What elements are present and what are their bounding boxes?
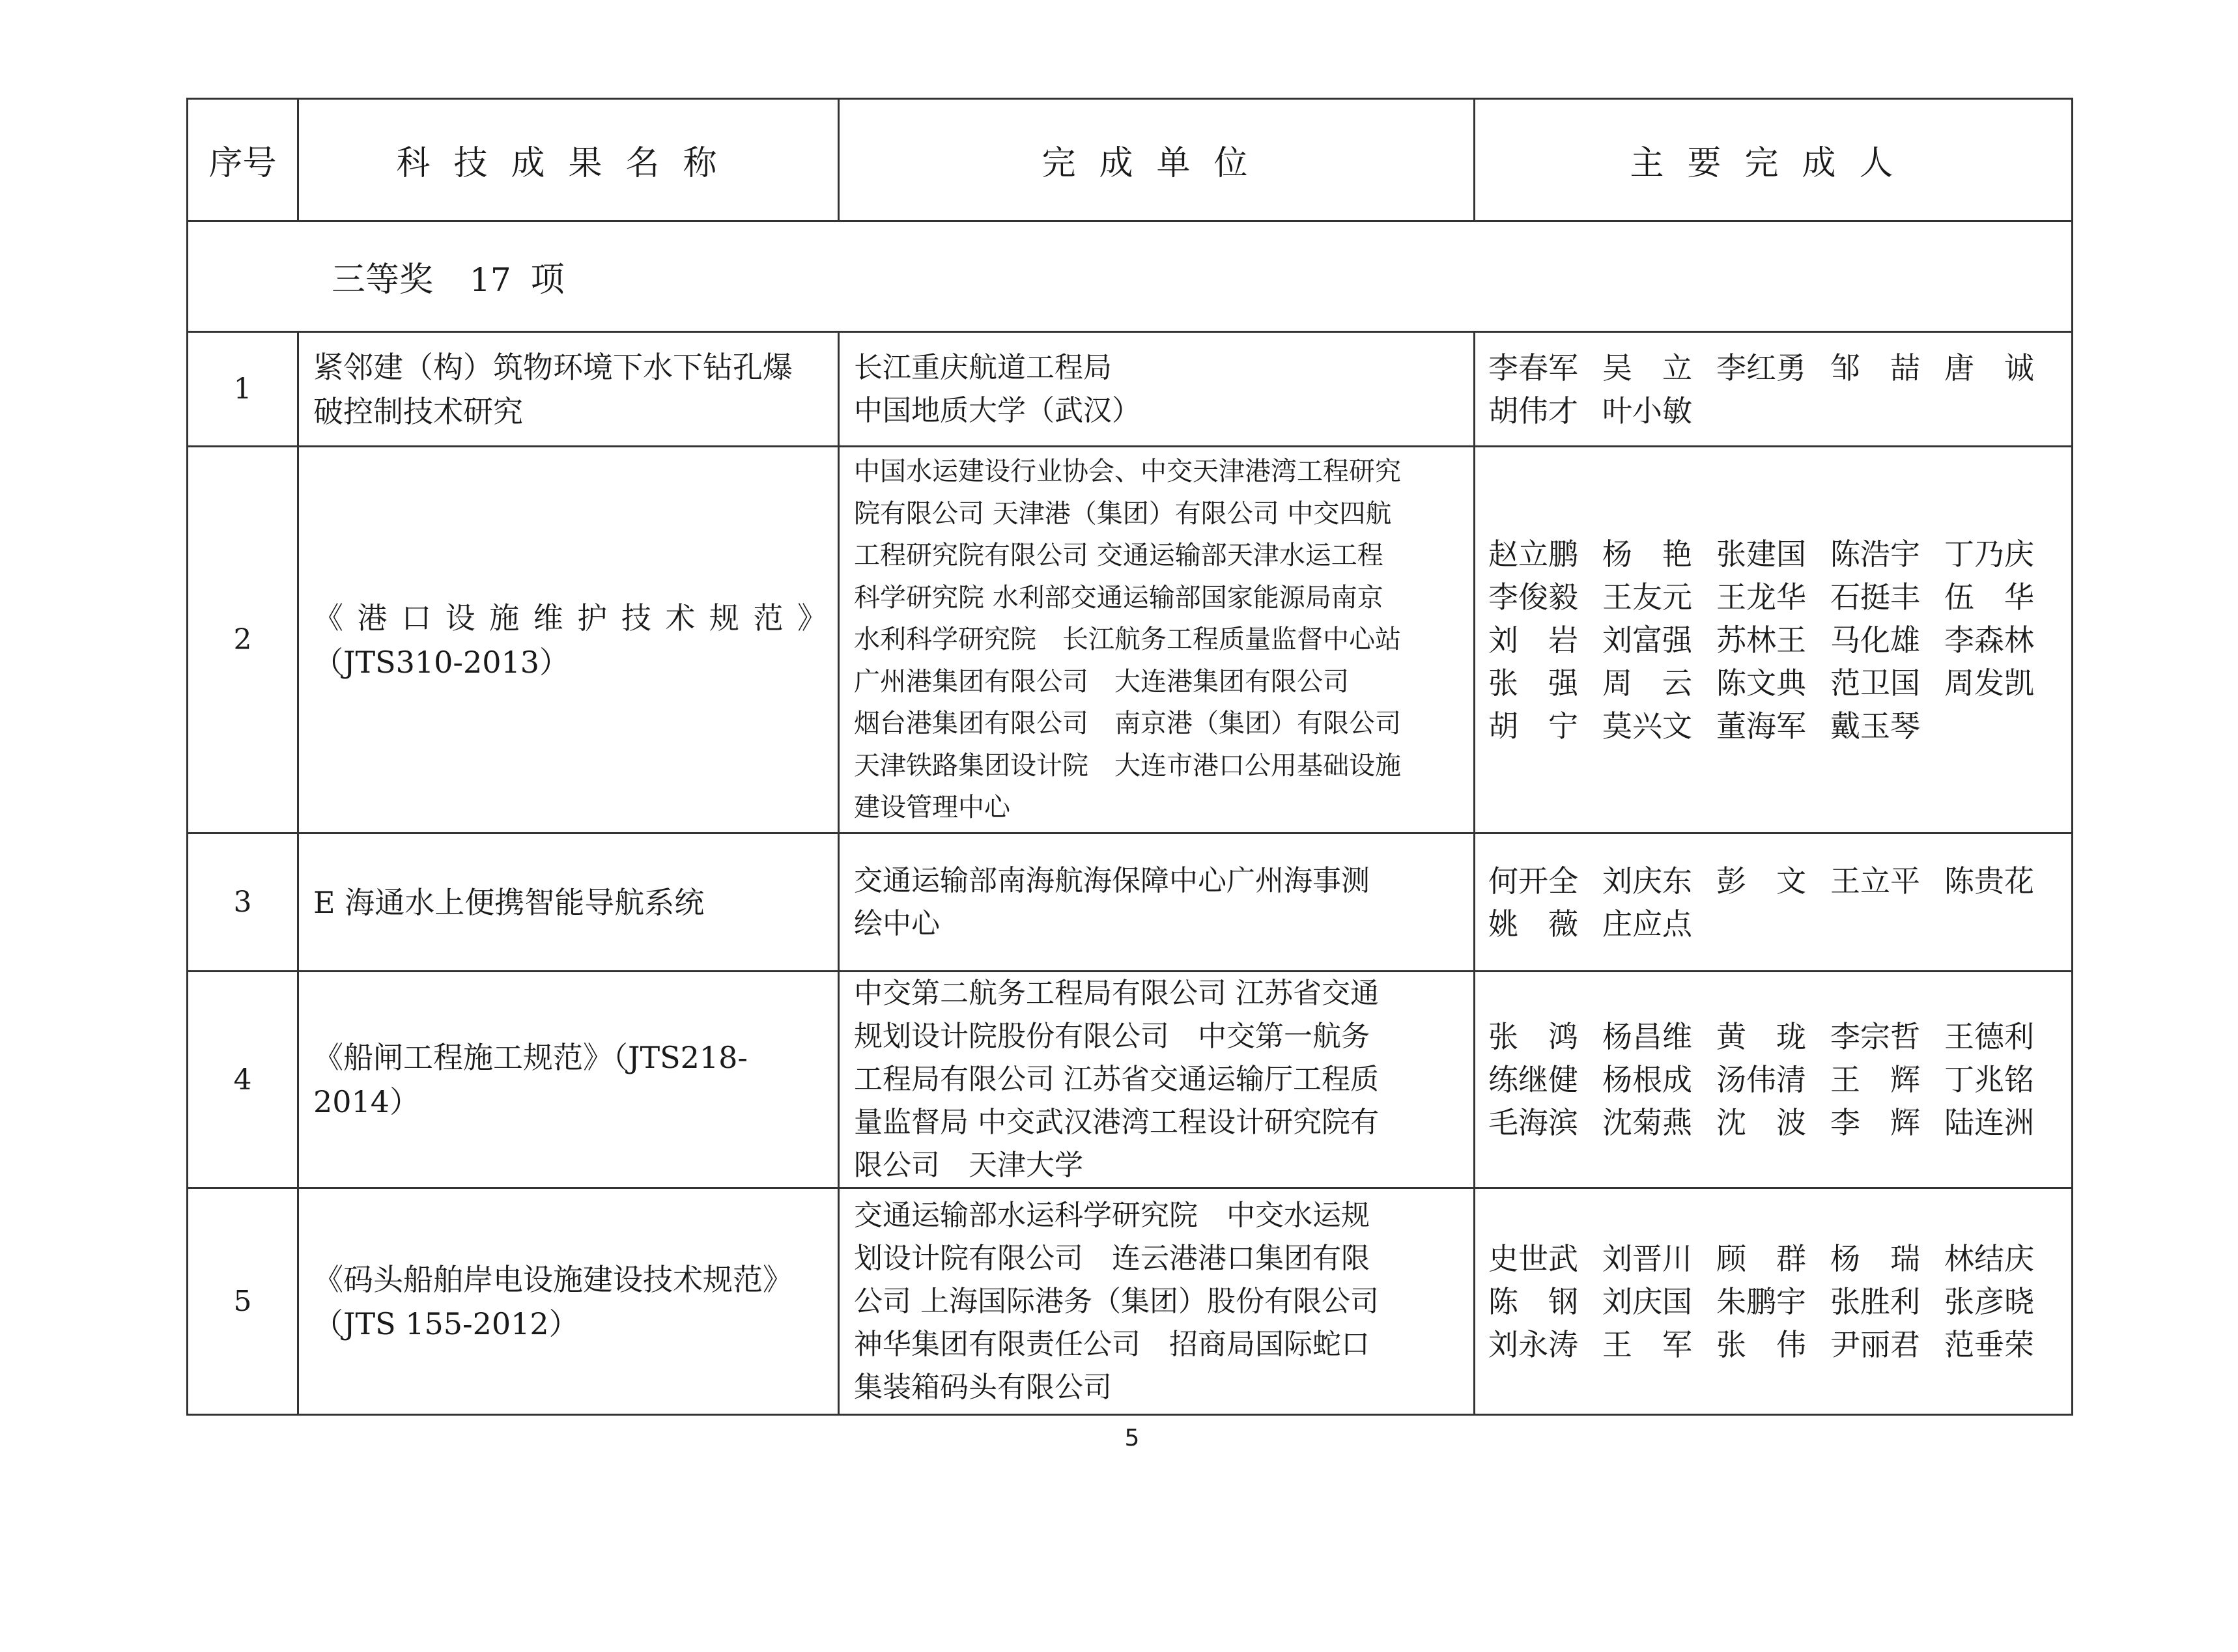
contributor-name: 张彦晓 [1944,1283,2034,1319]
unit-line: 量监督局 中交武汉港湾工程设计研究院有 [854,1106,1379,1139]
table-row [188,332,2073,447]
unit-line: 绘中心 [854,906,940,940]
contributor-name: 顾 群 [1716,1240,1806,1276]
achievement-name-line: 紧邻建（构）筑物环境下水下钻孔爆 [313,349,793,385]
achievement-name [298,833,839,972]
contributor-name: 丁乃庆 [1944,536,2034,572]
unit-line: 天津铁路集团设计院 大连市港口公用基础设施 [854,750,1401,781]
unit-line: 交通运输部南海航海保障中心广州海事测 [854,863,1370,897]
section-label: 三等奖 [332,260,434,300]
contributor-name: 王 辉 [1830,1062,1920,1097]
contributor-name: 毛海滨 [1488,1105,1578,1140]
row-index: 4 [188,972,298,1188]
contributor-name: 张 鸿 [1488,1019,1578,1054]
row-index: 1 [188,332,298,447]
unit-line: 工程局有限公司 江苏省交通运输厅工程质 [854,1063,1379,1096]
contributor-name: 刘晋川 [1602,1240,1692,1276]
unit-line: 院有限公司 天津港（集团）有限公司 中交四航 [854,498,1392,529]
achievement-name-line: 《船闸工程施工规范》（JTS218-2014） [313,1040,748,1119]
contributor-name: 刘庆东 [1602,863,1692,899]
award-table [186,98,2073,1416]
contributor-list [1488,346,2057,432]
achievement-name-line: E 海通水上便携智能导航系统 [313,884,705,920]
contributor-list [1488,1015,2057,1144]
contributor-name: 刘富强 [1602,622,1692,658]
contributor-name: 伍 华 [1944,579,2034,615]
main-contributors [1475,332,2073,447]
contributor-name: 唐 诚 [1944,350,2034,385]
achievement-name-line: 《港口设施维护技术规范》 [313,600,827,636]
contributor-name: 王龙华 [1716,579,1806,615]
contributor-name: 李春军 [1488,350,1578,385]
main-contributors [1475,833,2073,972]
unit-line: 神华集团有限责任公司 招商局国际蛇口 [854,1327,1370,1361]
section-unit: 项 [530,260,565,300]
achievement-name-line: 破控制技术研究 [313,393,523,429]
contributor-name: 练继健 [1488,1062,1578,1097]
completing-units [839,1188,1475,1415]
section-count: 17 [470,261,511,299]
contributor-name: 吴 立 [1602,350,1692,385]
contributor-name: 杨根成 [1602,1062,1692,1097]
contributor-name: 刘 岩 [1488,622,1578,658]
contributor-name: 汤伟清 [1716,1062,1806,1097]
header-name: 科技成果名称 [298,99,839,221]
contributor-name: 彭 文 [1716,863,1806,899]
completing-units [839,447,1475,833]
achievement-name [298,332,839,447]
table-row [188,833,2073,972]
contributor-name: 张 强 [1488,665,1578,701]
contributor-name: 杨昌维 [1602,1019,1692,1054]
contributor-name: 石挺丰 [1830,579,1920,615]
header-unit: 完成单位 [839,99,1475,221]
contributor-name: 庄应点 [1602,906,1692,942]
header-people: 主要完成人 [1475,99,2073,221]
contributor-name: 李森林 [1944,622,2034,658]
row-index: 2 [188,447,298,833]
contributor-name: 史世武 [1488,1240,1578,1276]
unit-line: 工程研究院有限公司 交通运输部天津水运工程 [854,540,1383,571]
contributor-name: 沈 波 [1716,1105,1806,1140]
contributor-name: 戴玉琴 [1830,708,1920,744]
contributor-name: 邹 喆 [1830,350,1920,385]
contributor-name: 莫兴文 [1602,708,1692,744]
unit-line: 长江重庆航道工程局 [854,350,1112,384]
contributor-name: 杨 艳 [1602,536,1692,572]
achievement-name [298,972,839,1188]
table-row [188,1188,2073,1415]
contributor-name: 丁兆铭 [1944,1062,2034,1097]
unit-line: 限公司 天津大学 [854,1149,1083,1182]
unit-line: 中国地质大学（武汉） [854,393,1140,427]
contributor-name: 陈文典 [1716,665,1806,701]
unit-line: 交通运输部水运科学研究院 中交水运规 [854,1198,1370,1232]
contributor-name: 林结庆 [1944,1240,2034,1276]
table-row [188,972,2073,1188]
unit-line: 中国水运建设行业协会、中交天津港湾工程研究 [854,456,1401,487]
contributor-name: 马化雄 [1830,622,1920,658]
contributor-name: 范卫国 [1830,665,1920,701]
contributor-name: 李红勇 [1716,350,1806,385]
main-contributors [1475,1188,2073,1415]
contributor-name: 黄 珑 [1716,1019,1806,1054]
contributor-name: 苏林王 [1716,622,1806,658]
contributor-name: 陈贵花 [1944,863,2034,899]
completing-units [839,332,1475,447]
contributor-name: 董海军 [1716,708,1806,744]
contributor-name: 胡 宁 [1488,708,1578,744]
achievement-name-line: （JTS310-2013） [313,644,570,680]
contributor-name: 胡伟才 [1488,393,1578,428]
contributor-name: 赵立鹏 [1488,536,1578,572]
contributor-name: 尹丽君 [1830,1326,1920,1362]
table-row [188,447,2073,833]
contributor-name: 朱鹏宇 [1716,1283,1806,1319]
unit-line: 水利科学研究院 长江航务工程质量监督中心站 [854,624,1401,655]
unit-line: 科学研究院 水利部交通运输部国家能源局南京 [854,582,1383,613]
achievement-name [298,1188,839,1415]
unit-line: 划设计院有限公司 连云港港口集团有限 [854,1241,1370,1275]
contributor-list [1488,860,2057,945]
contributor-name: 姚 薇 [1488,906,1578,942]
unit-line: 规划设计院股份有限公司 中交第一航务 [854,1020,1370,1053]
section-title [188,221,2073,332]
contributor-name: 叶小敏 [1602,393,1692,428]
contributor-name: 范垂荣 [1944,1326,2034,1362]
unit-line: 广州港集团有限公司 大连港集团有限公司 [854,666,1349,697]
contributor-name: 王立平 [1830,863,1920,899]
contributor-name: 李 辉 [1830,1105,1920,1140]
table-header-row [188,99,2073,221]
header-index: 序号 [188,99,298,221]
contributor-name: 张建国 [1716,536,1806,572]
row-index: 3 [188,833,298,972]
unit-line: 建设管理中心 [854,792,1010,823]
contributor-name: 周发凯 [1944,665,2034,701]
contributor-name: 周 云 [1602,665,1692,701]
achievement-name-line: 《码头船舶岸电设施建设技术规范》 [313,1261,793,1297]
contributor-list [1488,1237,2057,1366]
contributor-name: 何开全 [1488,863,1578,899]
achievement-name [298,447,839,833]
unit-line: 烟台港集团有限公司 南京港（集团）有限公司 [854,708,1401,739]
contributor-name: 李俊毅 [1488,579,1578,615]
contributor-name: 李宗哲 [1830,1019,1920,1054]
contributor-name: 王友元 [1602,579,1692,615]
contributor-name: 张 伟 [1716,1326,1806,1362]
contributor-name: 杨 瑞 [1830,1240,1920,1276]
unit-line: 公司 上海国际港务（集团）股份有限公司 [854,1284,1379,1318]
contributor-name: 刘永涛 [1488,1326,1578,1362]
row-index: 5 [188,1188,298,1415]
main-contributors [1475,447,2073,833]
contributor-name: 陈浩宇 [1830,536,1920,572]
contributor-name: 陈 钢 [1488,1283,1578,1319]
unit-line: 集装箱码头有限公司 [854,1370,1112,1404]
contributor-list [1488,533,2057,748]
contributor-name: 刘庆国 [1602,1283,1692,1319]
contributor-name: 沈菊燕 [1602,1105,1692,1140]
contributor-name: 陆连洲 [1944,1105,2034,1140]
completing-units [839,972,1475,1188]
achievement-name-line: （JTS 155-2012） [313,1306,579,1341]
unit-line: 中交第二航务工程局有限公司 江苏省交通 [854,977,1379,1010]
completing-units [839,833,1475,972]
main-contributors [1475,972,2073,1188]
page-number: 5 [1124,1425,1140,1451]
contributor-name: 王 军 [1602,1326,1692,1362]
section-row [188,221,2073,332]
contributor-name: 王德利 [1944,1019,2034,1054]
contributor-name: 张胜利 [1830,1283,1920,1319]
